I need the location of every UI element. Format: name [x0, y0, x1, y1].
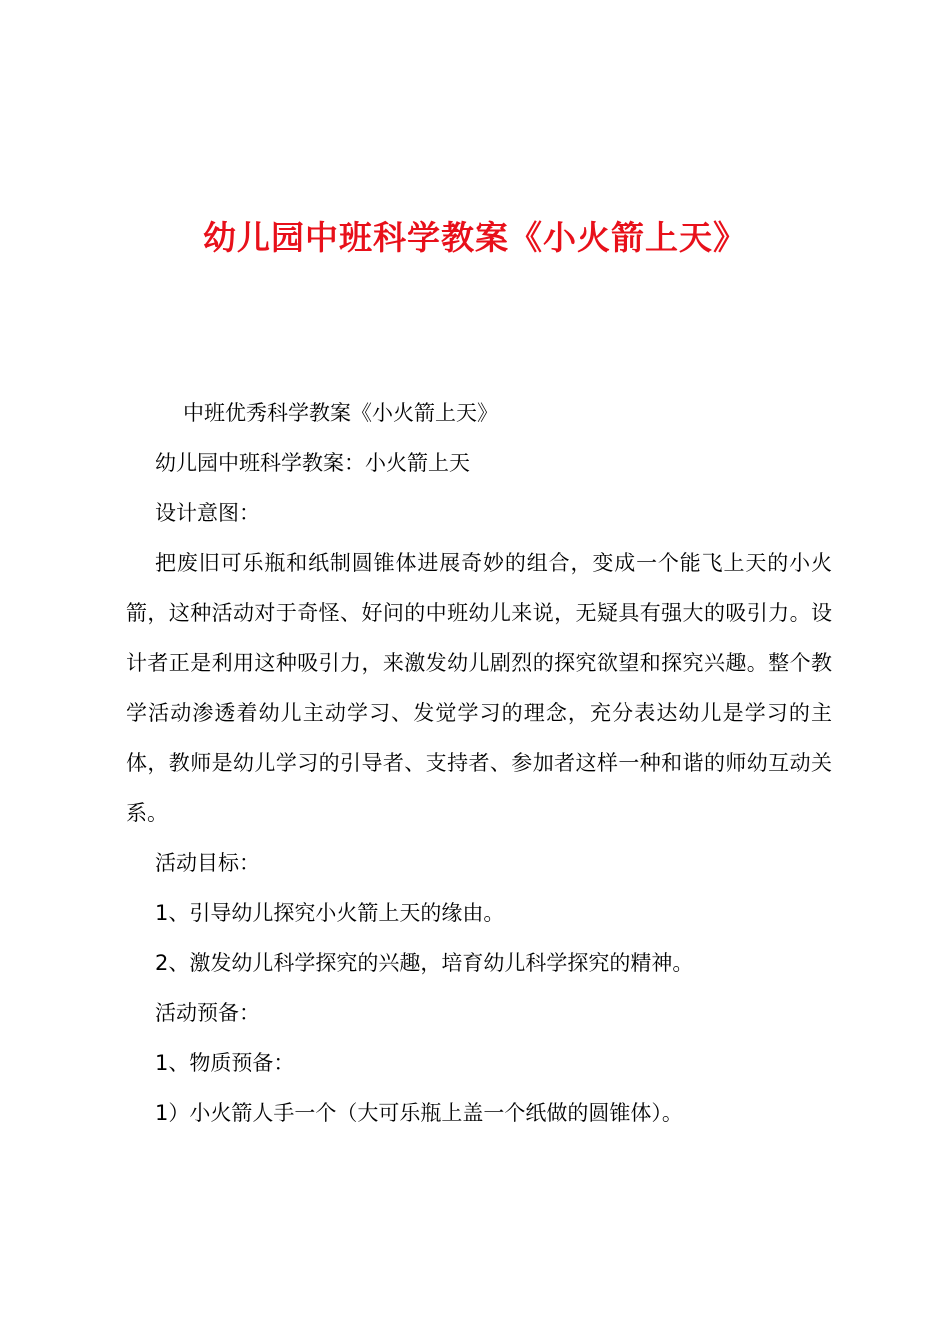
paragraph-design-intent: 把废旧可乐瓶和纸制圆锥体进展奇妙的组合，变成一个能飞上天的小火箭，这种活动对于奇怪、好问的中班幼儿来说，无疑具有强大的吸引力。设计者正是利用这种吸引力，来激发幼儿剧烈的探究欲望和探究兴趣。整个教学活动渗透着幼儿主动学习、发觉学习的理念，充分表达幼儿是学习的主体，教师是幼儿学习的引导者、支持者、参加者这样一种和谐的师幼互动关系。 — [126, 551, 832, 825]
paragraph-subtitle: 中班优秀科学教案《小火箭上天》 — [183, 401, 498, 425]
paragraph-design-intent-label: 设计意图： — [155, 501, 260, 525]
paragraph-goal-2: 2、激发幼儿科学探究的兴趣，培育幼儿科学探究的精神。 — [155, 951, 694, 975]
paragraph-prep-label: 活动预备： — [155, 1001, 260, 1025]
document-title: 幼儿园中班科学教案《小火箭上天》 — [203, 218, 747, 257]
paragraph-prep-1: 1、物质预备： — [155, 1051, 295, 1075]
paragraph-prep-1-1: 1）小火箭人手一个（大可乐瓶上盖一个纸做的圆锥体）。 — [155, 1101, 683, 1125]
paragraph-goal-1: 1、引导幼儿探究小火箭上天的缘由。 — [155, 901, 505, 925]
paragraph-goals-label: 活动目标： — [155, 851, 260, 875]
document-body — [126, 388, 832, 1138]
paragraph-heading: 幼儿园中班科学教案：小火箭上天 — [155, 451, 470, 475]
